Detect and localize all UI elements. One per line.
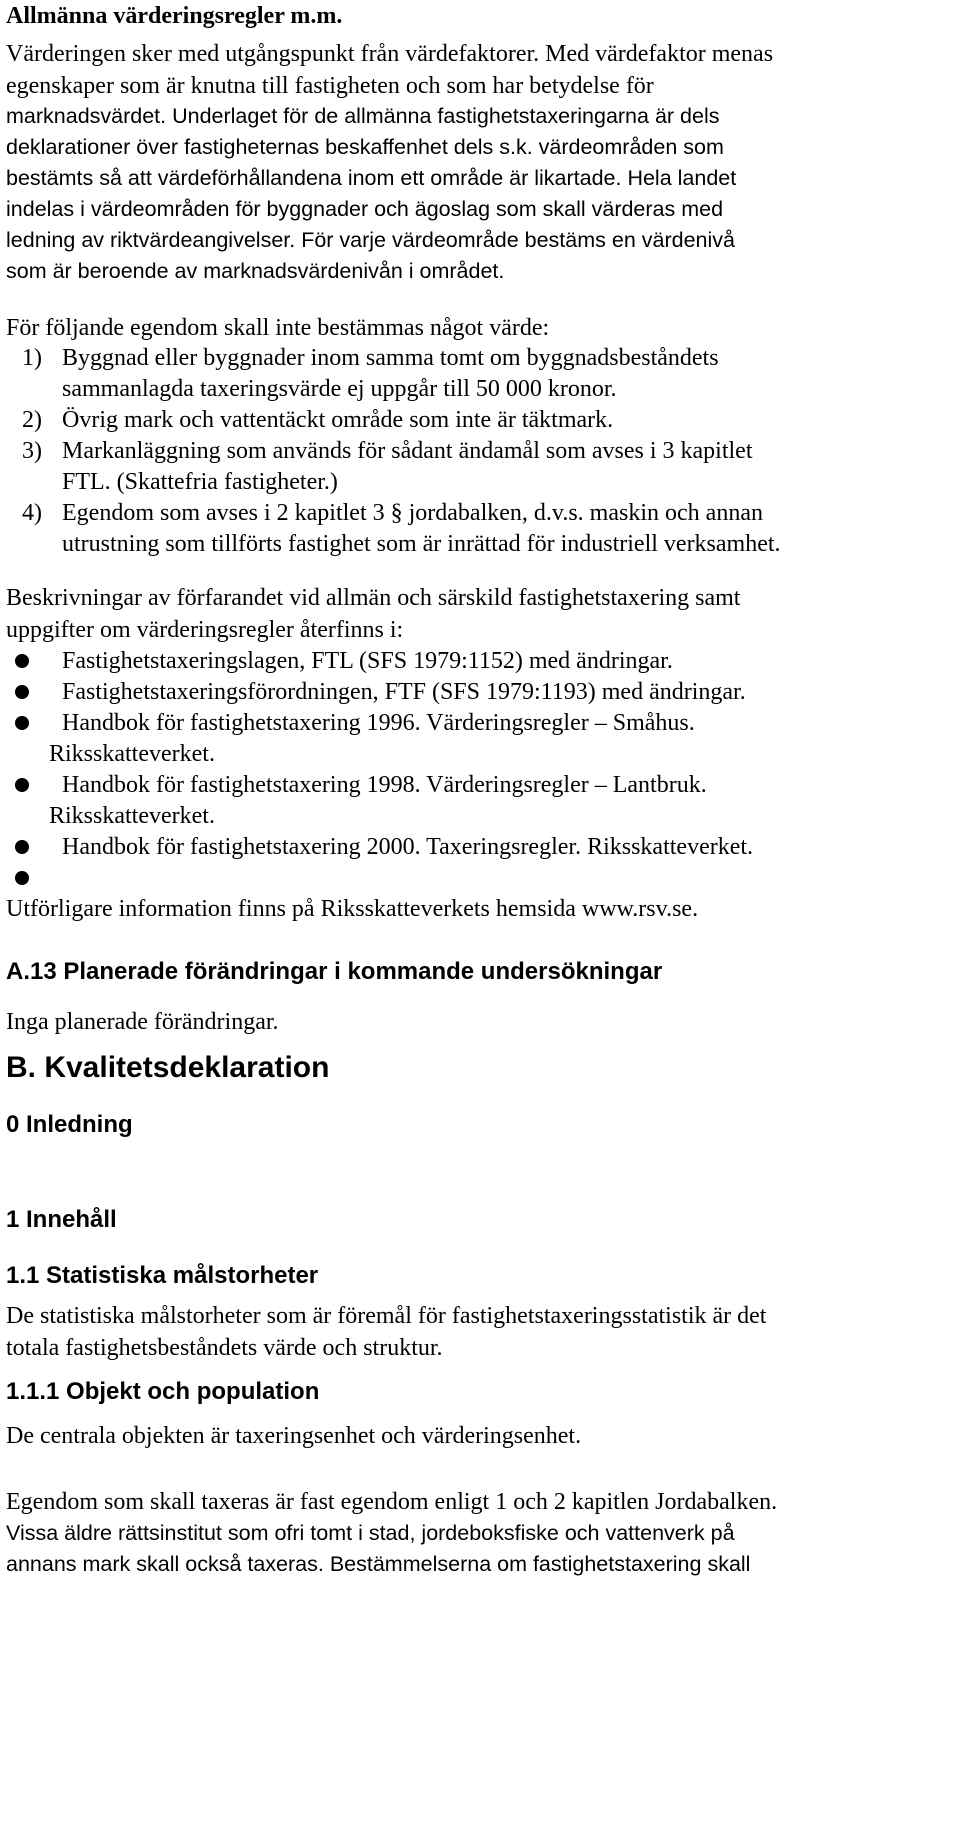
heading-0: 0 Inledning [6, 1111, 133, 1138]
text-line: Riksskatteverket. [49, 803, 215, 829]
text-line: bestämts så att värdeförhållandena inom ett område är likartade. Hela landet [6, 166, 737, 190]
intro-paragraph-serif [6, 38, 954, 102]
text-line: Övrig mark och vattentäckt område som inte är täktmark. [62, 407, 614, 433]
text-line: Markanläggning som används för sådant ändamål som avses i 3 kapitlet [62, 438, 753, 464]
text-line: Handbok för fastighetstaxering 2000. Taxeringsregler. Riksskatteverket. [62, 834, 754, 860]
text-line: Fastighetstaxeringsförordningen, FTF (SFS 1979:1193) med ändringar. [62, 679, 746, 705]
heading-1-1-1: 1.1.1 Objekt och population [6, 1378, 320, 1405]
bullet-icon [15, 871, 29, 885]
intro-paragraph-sans [6, 101, 954, 287]
bullet-icon [15, 840, 29, 854]
text-line: marknadsvärdet. Underlaget för de allmänna fastighetstaxeringarna är dels [6, 104, 720, 128]
text-line: sammanlagda taxeringsvärde ej uppgår till 50 000 kronor. [62, 376, 617, 402]
text-line: Handbok för fastighetstaxering 1996. Värderingsregler – Småhus. [62, 710, 695, 736]
text-line: indelas i värdeområden för byggnader och ägoslag som skall värderas med [6, 197, 724, 221]
section-title: Allmänna värderingsregler m.m. [6, 3, 343, 29]
a13-text: Inga planerade förändringar. [6, 1009, 279, 1035]
text-line: Vissa äldre rättsinstitut som ofri tomt i stad, jordeboksfiske och vattenverk på [6, 1521, 735, 1545]
item-number: 3) [22, 438, 42, 464]
heading-1-1: 1.1 Statistiska målstorheter [6, 1262, 319, 1289]
text-line: Handbok för fastighetstaxering 1998. Värderingsregler – Lantbruk. [62, 772, 707, 798]
text-line: FTL. (Skattefria fastigheter.) [62, 469, 338, 495]
item-number: 4) [22, 500, 42, 526]
a13-heading: A.13 Planerade förändringar i kommande undersökningar [6, 958, 663, 985]
text-line: Egendom som avses i 2 kapitlet 3 § jordabalken, d.v.s. maskin och annan [62, 500, 763, 526]
item-number: 2) [22, 407, 42, 433]
heading-1: 1 Innehåll [6, 1206, 117, 1233]
text-line: Värderingen sker med utgångspunkt från värdefaktorer. Med värdefaktor menas [6, 41, 774, 67]
text-line: utrustning som tillförts fastighet som är inrättad för industriell verksamhet. [62, 531, 781, 557]
text-line: Riksskatteverket. [49, 741, 215, 767]
bullet-icon [15, 778, 29, 792]
text-line: Beskrivningar av förfarandet vid allmän och särskild fastighetstaxering samt [6, 585, 741, 611]
text-line: annans mark skall också taxeras. Bestämmelserna om fastighetstaxering skall [6, 1552, 751, 1576]
item-number: 1) [22, 345, 42, 371]
bullet-icon [15, 716, 29, 730]
references-intro [6, 582, 954, 646]
text-line: ledning av riktvärdeangivelser. För varje värdeområde bestäms en värdenivå [6, 228, 735, 252]
text-line: totala fastighetsbeståndets värde och struktur. [6, 1335, 443, 1361]
text-line: Egendom som skall taxeras är fast egendom enligt 1 och 2 kapitlen Jordabalken. [6, 1489, 778, 1515]
text-line: uppgifter om värderingsregler återfinns i: [6, 617, 404, 643]
text-line: egenskaper som är knutna till fastigheten och som har betydelse för [6, 73, 654, 99]
text-line: deklarationer över fastigheternas beskaffenhet dels s.k. värdeområden som [6, 135, 724, 159]
text-line: som är beroende av marknadsvärdenivån i området. [6, 259, 505, 283]
paragraph-1-1-1a: De centrala objekten är taxeringsenhet och värderingsenhet. [6, 1423, 582, 1449]
b-heading: B. Kvalitetsdeklaration [6, 1051, 330, 1084]
bullet-icon [15, 654, 29, 668]
text-line: Fastighetstaxeringslagen, FTL (SFS 1979:1152) med ändringar. [62, 648, 673, 674]
text-line: Byggnad eller byggnader inom samma tomt om byggnadsbeståndets [62, 345, 719, 371]
bullet-icon [15, 685, 29, 699]
paragraph-1-1 [6, 1300, 954, 1364]
no-value-intro: För följande egendom skall inte bestämmas något värde: [6, 315, 550, 341]
more-info: Utförligare information finns på Riksskatteverkets hemsida www.rsv.se. [6, 896, 699, 922]
text-line: De statistiska målstorheter som är föremål för fastighetstaxeringsstatistik är det [6, 1303, 767, 1329]
